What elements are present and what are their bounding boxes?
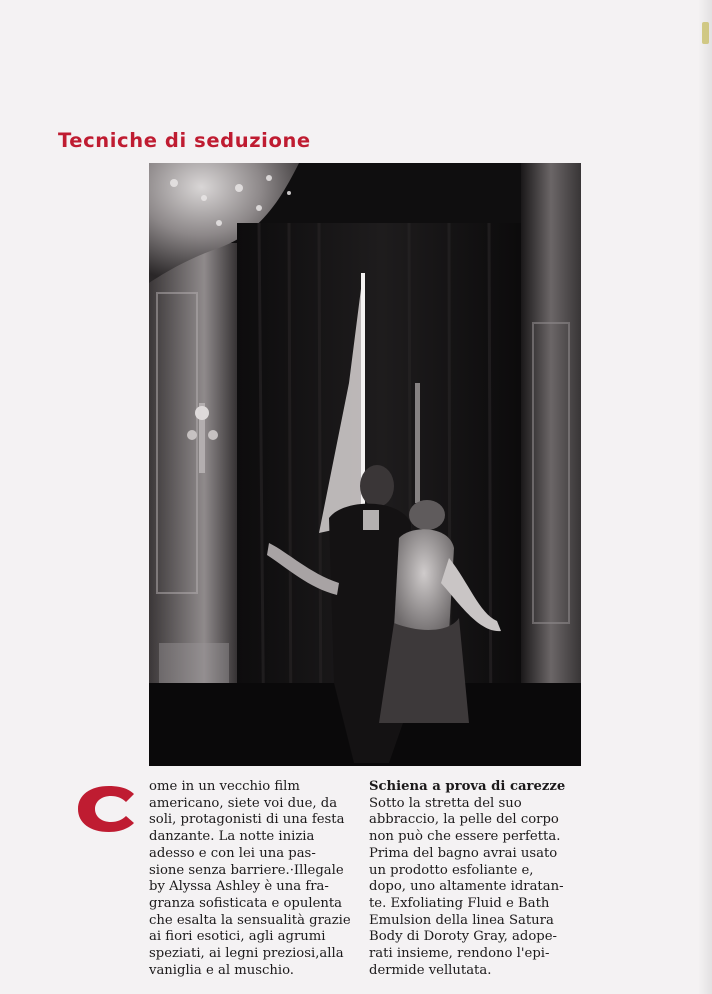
article-body-left: ome in un vecchio film americano, siete voi due, da soli, protagonisti di una festa danzante. La notte inizia adesso e con lei una pas- sione senza barriere.·Illegale by Alyssa Ashley è una fra- granza sofisticata e opulenta che esalta la sensualità grazie ai fiori esotici, agli agrumi speziati, ai legni preziosi,alla vaniglia e al muschio. xyxy=(149,779,351,978)
article-photo xyxy=(149,163,581,766)
drop-cap-letter xyxy=(78,786,136,832)
article-body-right: Sotto la stretta del suo abbraccio, la pelle del corpo non può che essere perfetta. Prima del bagno avrai usato un prodotto esfoliante e, dopo, uno altamente idratan- te. Exfoliating Fluid e Bath Emulsion della linea Satura Body di Doroty Gray, adope- rati insieme, rendono l'epi- dermide vellutata. xyxy=(369,795,564,978)
page-title: Tecniche di seduzione xyxy=(58,129,311,152)
corner-tab-mark xyxy=(702,22,709,44)
page-edge-shadow xyxy=(698,0,712,994)
section-subheading: Schiena a prova di carezze xyxy=(369,779,566,794)
article-left-column xyxy=(149,779,361,979)
article-right-column xyxy=(369,779,574,979)
